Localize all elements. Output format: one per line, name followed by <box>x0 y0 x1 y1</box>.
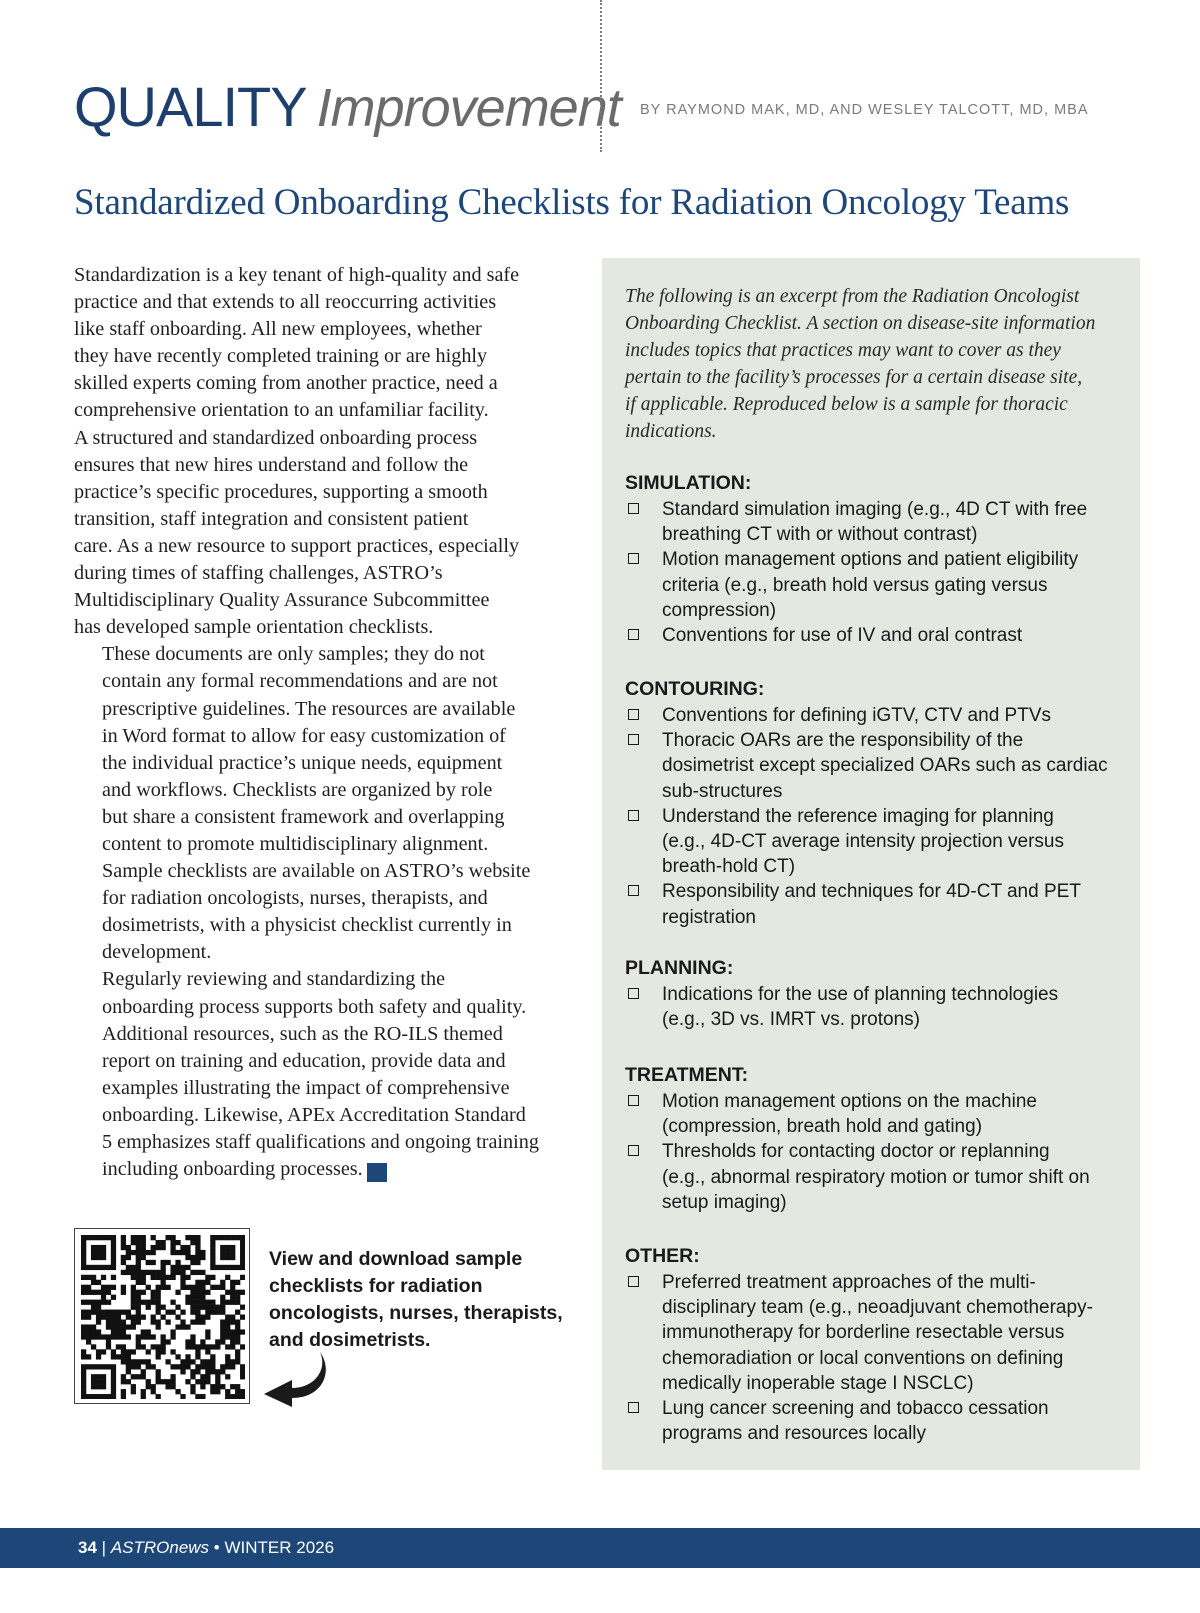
issue-date: WINTER 2026 <box>224 1538 335 1557</box>
section-heading: TREATMENT: <box>625 1064 749 1086</box>
checklist-item-line: breath-hold CT) <box>662 856 796 878</box>
checklist-item-line: chemoradiation or local conventions on defining <box>662 1347 1064 1369</box>
checklist-item-line: dosimetrist except specialized OARs such as cardiac <box>662 755 1108 777</box>
checklist <box>625 1089 1125 1215</box>
checklist-item <box>625 728 1125 804</box>
paragraph-2 <box>74 641 582 966</box>
checklist-item <box>625 1396 1125 1446</box>
footer-bullet: • <box>213 1538 220 1557</box>
intro-line: Onboarding Checklist. A section on disease-site information <box>625 313 1096 335</box>
checklist-item <box>625 703 1125 728</box>
checklist-item <box>625 1089 1125 1139</box>
astro-end-mark-icon: A <box>367 1163 387 1182</box>
body-line: onboarding process supports both safety and quality. <box>102 995 527 1018</box>
checklist-item-line: Lung cancer screening and tobacco cessation <box>662 1398 1049 1420</box>
section-planning <box>625 955 1125 1032</box>
section-heading: SIMULATION: <box>625 472 752 494</box>
paragraph-3 <box>74 966 582 1183</box>
checklist-item-line: compression) <box>662 599 777 621</box>
checkbox-icon[interactable] <box>628 503 639 514</box>
intro-line: includes topics that practices may want to cover as they <box>625 340 1061 362</box>
checklist-item-line: Thresholds for contacting doctor or replanning <box>662 1141 1050 1163</box>
body-line: report on training and education, provide data and <box>102 1049 506 1072</box>
checklist-item-line: Understand the reference imaging for planning <box>662 805 1054 827</box>
body-line: These documents are only samples; they do not <box>102 643 485 666</box>
body-line: in Word format to allow for easy customization of <box>102 724 506 747</box>
body-line: like staff onboarding. All new employees, whether <box>74 318 482 341</box>
section-kicker <box>74 74 621 139</box>
body-line: Standardization is a key tenant of high-quality and safe <box>74 264 520 286</box>
qr-code-icon <box>81 1235 245 1399</box>
body-line: contain any formal recommendations and are not <box>102 670 498 693</box>
checklist-item-line: (e.g., 4D-CT average intensity projection versus <box>662 831 1064 853</box>
body-line: for radiation oncologists, nurses, therapists, and <box>102 887 488 910</box>
checklist-item-line: sub-structures <box>662 780 783 802</box>
checklist-item <box>625 982 1125 1032</box>
checkbox-icon[interactable] <box>628 553 639 564</box>
intro-line: if applicable. Reproduced below is a sample for thoracic <box>625 394 1068 416</box>
section-contouring <box>625 676 1125 930</box>
body-line: content to promote multidisciplinary alignment. <box>102 832 489 855</box>
checklist-item-line: disciplinary team (e.g., neoadjuvant chemotherapy- <box>662 1297 1093 1319</box>
body-line: Regularly reviewing and standardizing the <box>102 968 446 991</box>
checklist <box>625 982 1125 1032</box>
checkbox-icon[interactable] <box>628 629 639 640</box>
body-line: A structured and standardized onboarding process <box>74 426 478 449</box>
magazine-name: ASTROnews <box>110 1538 210 1557</box>
body-line: during times of staffing challenges, ASTRO’s <box>74 562 443 585</box>
footer-separator: | <box>101 1538 107 1557</box>
checklist-item-line: medically inoperable stage I NSCLC) <box>662 1372 974 1394</box>
checklist-item-line: Thoracic OARs are the responsibility of the <box>662 730 1024 752</box>
checklist-item <box>625 1139 1125 1215</box>
checklist-item <box>625 547 1125 623</box>
body-line: care. As a new resource to support practices, especially <box>74 534 520 557</box>
body-line: 5 emphasizes staff qualifications and ongoing training <box>102 1131 539 1153</box>
article-body <box>74 262 582 1183</box>
checkbox-icon[interactable] <box>628 988 639 999</box>
checklist-item-line: breathing CT with or without contrast) <box>662 524 978 546</box>
paragraph-1 <box>74 262 582 641</box>
checklist-item-line: Responsibility and techniques for 4D-CT and PET <box>662 881 1081 903</box>
checklist-item <box>625 623 1125 648</box>
article-title: Standardized Onboarding Checklists for Radiation Oncology Teams <box>74 182 1070 223</box>
download-cta <box>269 1246 569 1354</box>
section-treatment <box>625 1062 1125 1215</box>
checklist-item-line: Conventions for defining iGTV, CTV and PTVs <box>662 705 1051 726</box>
checkbox-icon[interactable] <box>628 709 639 720</box>
checklist-item <box>625 1270 1125 1396</box>
body-line: they have recently completed training or are highly <box>74 345 488 368</box>
checkbox-icon[interactable] <box>628 1276 639 1287</box>
checklist-item-line: (e.g., abnormal respiratory motion or tumor shift on <box>662 1166 1090 1188</box>
byline: BY RAYMOND MAK, MD, AND WESLEY TALCOTT, MD, MBA <box>640 102 1089 118</box>
section-other <box>625 1243 1125 1446</box>
checklist-item-line: Standard simulation imaging (e.g., 4D CT with free <box>662 499 1088 520</box>
checkbox-icon[interactable] <box>628 1402 639 1413</box>
body-line: has developed sample orientation checklists. <box>74 616 434 639</box>
section-simulation <box>625 470 1125 648</box>
checklist-item-line: criteria (e.g., breath hold versus gating versus <box>662 574 1048 596</box>
cta-line: View and download sample <box>269 1248 523 1270</box>
checklist-item-line: Preferred treatment approaches of the multi- <box>662 1272 1036 1293</box>
header-divider <box>600 0 602 152</box>
checkbox-icon[interactable] <box>628 810 639 821</box>
section-heading: OTHER: <box>625 1245 700 1267</box>
body-line: transition, staff integration and consistent patient <box>74 507 469 530</box>
checklist-item-line: registration <box>662 906 756 928</box>
qr-code[interactable] <box>74 1228 250 1404</box>
body-line: but share a consistent framework and overlapping <box>102 805 505 828</box>
section-heading: PLANNING: <box>625 957 734 979</box>
checkbox-icon[interactable] <box>628 885 639 896</box>
cta-line: checklists for radiation <box>269 1275 483 1297</box>
checklist <box>625 497 1125 648</box>
checklist-item-line: programs and resources locally <box>662 1423 927 1445</box>
checklist-item-line: setup imaging) <box>662 1191 787 1213</box>
checklist-item-line: Conventions for use of IV and oral contrast <box>662 625 1023 647</box>
checklist-item-line: Motion management options on the machine <box>662 1091 1037 1112</box>
section-heading: CONTOURING: <box>625 678 765 700</box>
checklist-item <box>625 497 1125 547</box>
cta-line: oncologists, nurses, therapists, <box>269 1302 563 1324</box>
checklist-item-line: Motion management options and patient eligibility <box>662 549 1079 571</box>
checklist <box>625 703 1125 930</box>
sidebar-intro <box>625 283 1125 446</box>
body-line: examples illustrating the impact of comprehensive <box>102 1076 510 1099</box>
kicker-sub: Improvement <box>316 78 621 138</box>
cta-line: and dosimetrists. <box>269 1329 431 1351</box>
body-line: dosimetrists, with a physicist checklist currently in <box>102 914 512 937</box>
body-line: Additional resources, such as the RO-ILS themed <box>102 1022 503 1045</box>
body-line: ensures that new hires understand and follow the <box>74 453 469 476</box>
checklist-item <box>625 879 1125 929</box>
kicker-main: QUALITY <box>74 75 307 138</box>
checklist-item <box>625 804 1125 880</box>
body-line: onboarding. Likewise, APEx Accreditation Standard <box>102 1103 526 1126</box>
body-line: Sample checklists are available on ASTRO’s website <box>102 860 531 883</box>
body-line: practice and that extends to all reoccurring activities <box>74 291 497 314</box>
page-footer <box>0 1528 1200 1568</box>
checkbox-icon[interactable] <box>628 734 639 745</box>
checklist-item-line: (compression, breath hold and gating) <box>662 1116 983 1138</box>
body-line: development. <box>102 941 212 964</box>
checkbox-icon[interactable] <box>628 1145 639 1156</box>
body-line: including onboarding processes. A <box>102 1158 406 1182</box>
body-line: Multidisciplinary Quality Assurance Subcommittee <box>74 589 490 612</box>
checklist <box>625 1270 1125 1446</box>
body-line: and workflows. Checklists are organized by role <box>102 778 493 801</box>
checklist-item-line: Indications for the use of planning technologies <box>662 984 1059 1005</box>
body-line: skilled experts coming from another practice, need a <box>74 372 498 395</box>
checkbox-icon[interactable] <box>628 1095 639 1106</box>
checklist-item-line: immunotherapy for borderline resectable versus <box>662 1322 1065 1344</box>
intro-line: pertain to the facility’s processes for a certain disease site, <box>625 367 1083 389</box>
page-number: 34 <box>78 1538 97 1557</box>
body-line: prescriptive guidelines. The resources are available <box>102 697 516 720</box>
body-line: comprehensive orientation to an unfamiliar facility. <box>74 399 489 422</box>
intro-line: The following is an excerpt from the Radiation Oncologist <box>625 286 1080 307</box>
checklist-item-line: (e.g., 3D vs. IMRT vs. protons) <box>662 1009 920 1031</box>
intro-line: indications. <box>625 421 717 443</box>
curved-arrow-icon <box>262 1350 332 1408</box>
body-line: the individual practice’s unique needs, equipment <box>102 751 503 774</box>
body-line: practice’s specific procedures, supporting a smooth <box>74 480 488 503</box>
